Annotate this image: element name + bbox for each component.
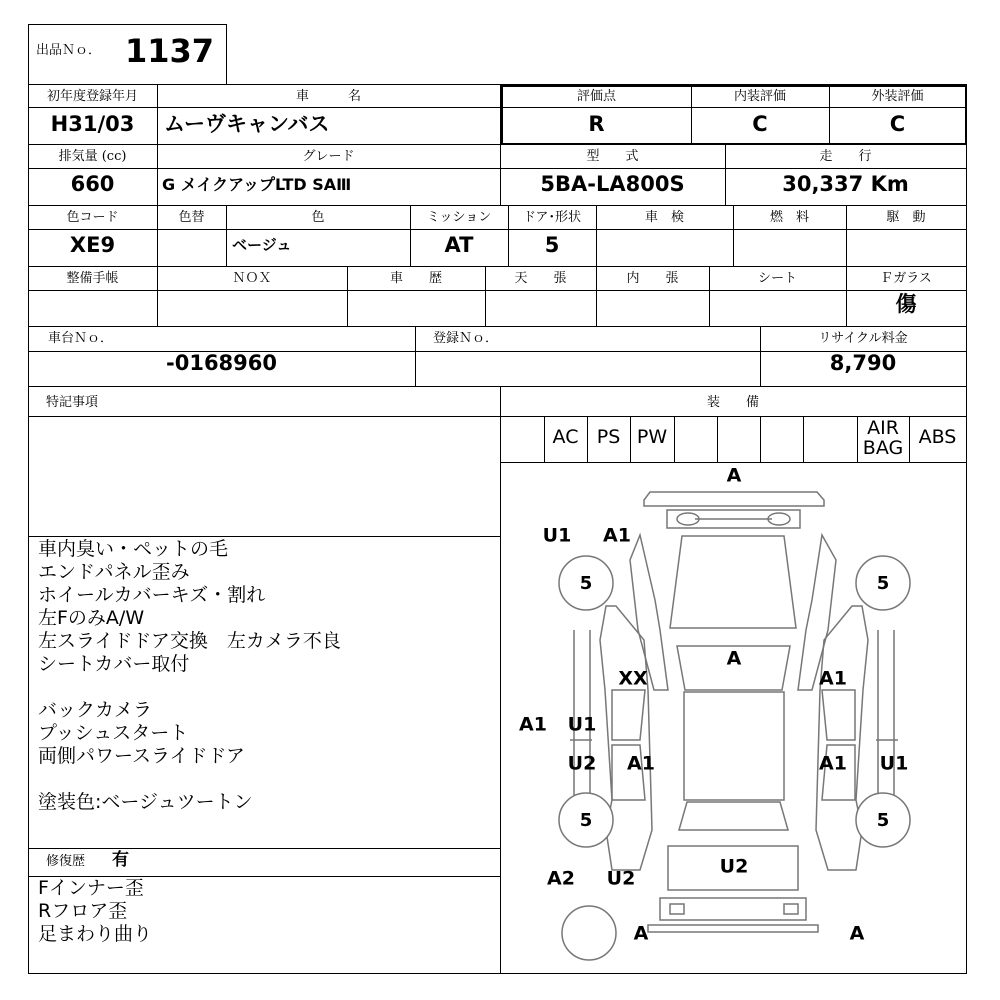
grade-label: グレード	[302, 149, 355, 164]
note-line: 左FのみA/W	[38, 607, 145, 629]
mileage-value: 30,337 Km	[782, 172, 909, 196]
fuel-label: 燃 料	[769, 210, 809, 225]
car-diagram	[501, 463, 966, 973]
mark-front-left-fender: U1	[542, 524, 572, 547]
repair-line: Fインナー歪	[38, 877, 144, 899]
nox-label: ＮＯＸ	[232, 271, 272, 286]
exterior-grade-label: 外装評価	[871, 89, 924, 104]
note-line: 塗装色:ベージュツートン	[38, 791, 253, 813]
cc-label: 排気量 (cc)	[58, 149, 127, 164]
roof-lining-label: 天 張	[514, 271, 567, 286]
registration-label: 登録Ｎｏ．	[433, 331, 499, 346]
repair-line: Rフロア歪	[38, 900, 128, 922]
mark-rear-left-corner: U2	[606, 867, 636, 890]
mark-front-left-corner: A1	[603, 524, 631, 547]
chassis-label: 車台Ｎｏ．	[48, 331, 114, 346]
front-glass-label: Ｆガラス	[880, 271, 932, 286]
mark-right-rear-door: U1	[879, 752, 909, 775]
mission-label: ミッション	[426, 210, 492, 225]
note-line: エンドパネル歪み	[38, 561, 190, 583]
score-value: R	[588, 112, 605, 136]
mission-value: AT	[444, 233, 474, 257]
exterior-grade-value: C	[889, 112, 906, 136]
note-line: 両側パワースライドドア	[38, 745, 245, 767]
maintenance-label: 整備手帳	[66, 271, 119, 286]
mark-rear-bumper-left: A	[633, 922, 649, 945]
interior-grade-label: 内装評価	[733, 89, 786, 104]
equipment-label: 装 備	[706, 395, 759, 410]
repair-label: 修復歴	[46, 854, 86, 869]
color-value: ベージュ	[232, 236, 292, 254]
color-code-label: 色コード	[66, 210, 119, 225]
lot-number: 1137	[125, 32, 215, 70]
inspection-label: 車 検	[644, 210, 684, 225]
mark-wheel-front-right: 5	[876, 573, 890, 594]
chassis-value: -0168960	[166, 351, 277, 375]
car-history-label: 車 歴	[389, 271, 442, 286]
mark-left-front-door: A1	[519, 713, 547, 736]
notes-label: 特記事項	[46, 395, 99, 410]
mark-left-rear-door: U2	[567, 752, 597, 775]
door-value: 5	[544, 233, 560, 257]
notes-list	[38, 538, 493, 848]
note-line: プッシュスタート	[38, 722, 189, 744]
drive-label: 駆 動	[886, 210, 926, 225]
mark-left-pillar: XX	[618, 667, 648, 690]
note-line: 左スライドドア交換 左カメラ不良	[38, 630, 341, 652]
model-value: 5BA-LA800S	[540, 172, 685, 196]
equipment-ps: PS	[596, 426, 621, 448]
equipment-abs: ABS	[918, 426, 957, 448]
note-line: シートカバー取付	[38, 653, 190, 675]
mark-rear-bumper-right: A	[849, 922, 865, 945]
lot-label: 出品Ｎｏ．	[36, 43, 102, 58]
recycle-label: リサイクル料金	[818, 331, 908, 346]
front-glass-value: 傷	[895, 292, 917, 316]
interior-grade-value: C	[752, 112, 768, 136]
note-line: 車内臭い・ペットの毛	[38, 538, 229, 560]
cc-value: 660	[70, 172, 115, 196]
mark-left-rear-panel: A1	[627, 752, 655, 775]
seat-label: シート	[757, 271, 797, 286]
car-label: 車 名	[295, 89, 361, 104]
reg-value: H31/03	[50, 112, 135, 136]
note-line: バックカメラ	[38, 699, 153, 721]
door-label: ドア･形状	[522, 210, 582, 225]
equipment-airbag: AIR BAG	[862, 417, 904, 459]
reg-label: 初年度登録年月	[46, 89, 138, 104]
mileage-label: 走 行	[819, 149, 872, 164]
model-label: 型 式	[586, 149, 639, 164]
color-label: 色	[311, 210, 325, 225]
note-line: ホイールカバーキズ・割れ	[38, 584, 266, 606]
mark-wheel-rear-left: 5	[579, 810, 593, 831]
car-value: ムーヴキャンバス	[164, 112, 330, 136]
mark-wheel-rear-right: 5	[876, 810, 890, 831]
mark-left-step: U1	[567, 713, 597, 736]
mark-windshield: A	[726, 647, 742, 670]
mark-front-bumper: A	[726, 464, 742, 487]
recycle-value: 8,790	[829, 351, 897, 375]
repair-value: 有	[112, 850, 129, 870]
score-label: 評価点	[576, 89, 616, 104]
color-change-label: 色替	[178, 210, 205, 225]
color-code-value: XE9	[69, 233, 116, 257]
equipment-pw: PW	[636, 426, 668, 448]
mark-right-pillar: A1	[819, 667, 847, 690]
equipment-ac: AC	[552, 426, 579, 448]
repair-line: 足まわり曲り	[38, 923, 153, 945]
interior-lining-label: 内 張	[626, 271, 679, 286]
mark-rear-left-quarter: A2	[547, 867, 575, 890]
grade-value: G メイクアップLTD SAⅢ	[162, 175, 352, 194]
mark-right-rear-panel: A1	[819, 752, 847, 775]
mark-tailgate: U2	[719, 855, 749, 878]
mark-wheel-front-left: 5	[579, 573, 593, 594]
